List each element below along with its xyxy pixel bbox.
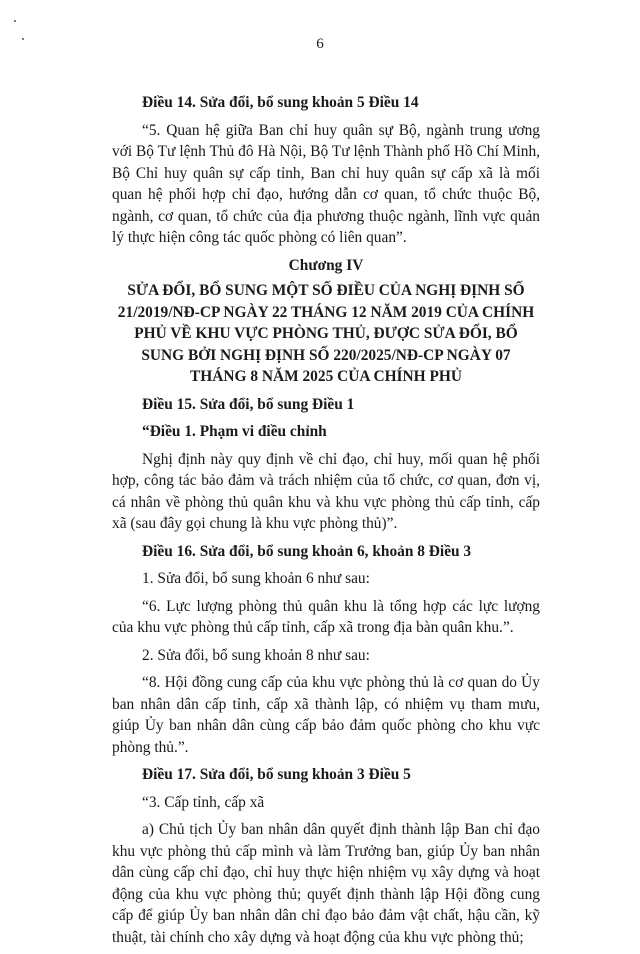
article-15-heading: Điều 15. Sửa đổi, bổ sung Điều 1 xyxy=(142,395,355,413)
article-17-text: a) Chủ tịch Ủy ban nhân dân quyết định thành lập Ban chỉ đạo khu vực phòng thủ cấp mình và làm Trưởng ban, giúp Ủy ban nhân dân cùng cấp chỉ đạo, chỉ huy thực hiện nhiệm vụ xây dựng và hoạt động của khu vực phòng thủ; quyết định thành lập Hội đồng cung cấp để giúp Ủy ban nhân dân chỉ đạo bảo đảm vật chất, hậu cần, kỹ thuật, tài chính cho xây dựng và hoạt động của khu vực phòng thủ; xyxy=(112,821,540,946)
article-17-sub: “3. Cấp tỉnh, cấp xã xyxy=(142,793,265,811)
document-body xyxy=(112,92,540,954)
chapter-label: Chương IV xyxy=(288,256,364,274)
article-14-text: “5. Quan hệ giữa Ban chỉ huy quân sự Bộ, ngành trung ương với Bộ Tư lệnh Thủ đô Hà Nội, Bộ Tư lệnh Thành phố Hồ Chí Minh, Bộ Chỉ huy quân sự cấp tỉnh, Ban chỉ huy quân sự cấp xã là mối quan hệ phối hợp chỉ đạo, hướng dẫn cơ quan, tổ chức thuộc Bộ, ngành, cơ quan, tổ chức của địa phương thuộc ngành, lĩnh vực quản lý thực hiện công tác quốc phòng có liên quan”. xyxy=(112,121,540,246)
page-number: 6 xyxy=(316,36,324,52)
chapter-title: SỬA ĐỔI, BỔ SUNG MỘT SỐ ĐIỀU CỦA NGHỊ ĐỊNH SỐ 21/2019/NĐ-CP NGÀY 22 THÁNG 12 NĂM 2019 CỦA CHÍNH PHỦ VỀ KHU VỰC PHÒNG THỦ, ĐƯỢC SỬA ĐỔI, BỔ SUNG BỞI NGHỊ ĐỊNH SỐ 220/2025/NĐ-CP NGÀY 07 THÁNG 8 NĂM 2025 CỦA CHÍNH PHỦ xyxy=(117,282,535,385)
article-15-text: Nghị định này quy định về chỉ đạo, chỉ huy, mối quan hệ phối hợp, công tác bảo đảm và trách nhiệm của tổ chức, cơ quan, đơn vị, cá nhân về phòng thủ quân khu và khu vực phòng thủ cấp tỉnh, cấp xã (sau đây gọi chung là khu vực phòng thủ)”. xyxy=(112,450,540,532)
article-16-item-2: 2. Sửa đổi, bổ sung khoản 8 như sau: xyxy=(142,646,370,664)
article-14-heading: Điều 14. Sửa đổi, bổ sung khoản 5 Điều 14 xyxy=(142,94,419,111)
article-17-heading: Điều 17. Sửa đổi, bổ sung khoản 3 Điều 5 xyxy=(142,766,411,783)
article-16-heading: Điều 16. Sửa đổi, bổ sung khoản 6, khoản 8 Điều 3 xyxy=(142,542,472,560)
article-16-item-1-text: “6. Lực lượng phòng thủ quân khu là tổng hợp các lực lượng của khu vực phòng thủ cấp tỉnh, cấp xã trong địa bàn quân khu.”. xyxy=(112,597,540,636)
scan-speck xyxy=(14,20,16,22)
article-16-item-1: 1. Sửa đổi, bổ sung khoản 6 như sau: xyxy=(142,570,370,587)
article-15-sub-heading: “Điều 1. Phạm vi điều chỉnh xyxy=(142,423,327,440)
article-16-item-2-text: “8. Hội đồng cung cấp của khu vực phòng thủ là cơ quan do Ủy ban nhân dân cấp tỉnh, cấp xã thành lập, có nhiệm vụ tham mưu, giúp Ủy ban nhân dân cùng cấp bảo đảm quốc phòng cho khu vực phòng thủ.”. xyxy=(112,674,540,756)
